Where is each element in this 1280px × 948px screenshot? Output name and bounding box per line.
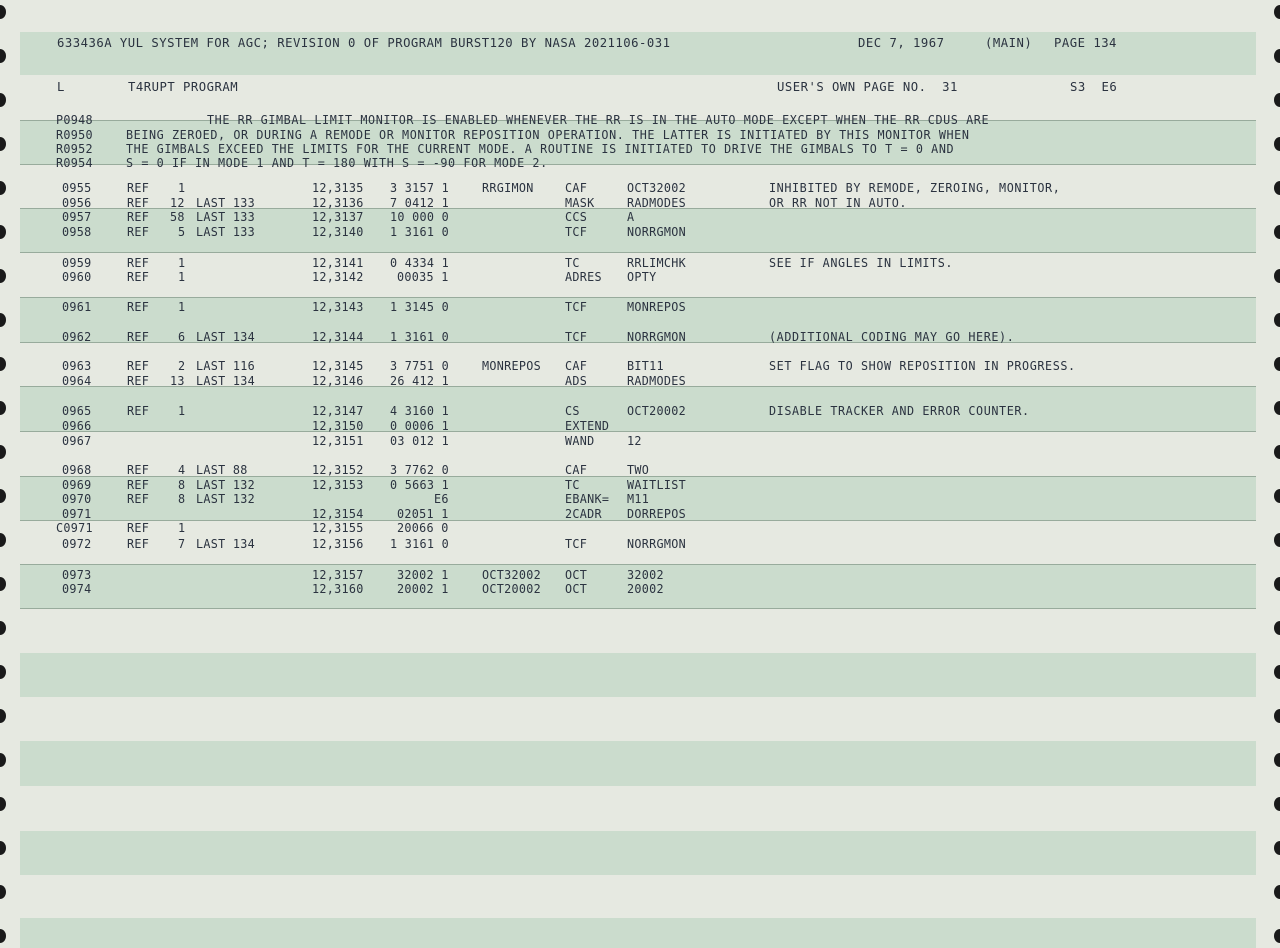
ref-count: 6	[177, 330, 186, 344]
sprocket-hole	[0, 137, 6, 151]
object-word: 0 5663 1	[390, 478, 449, 492]
address: 12,3135	[312, 181, 364, 195]
greenbar-band	[20, 653, 1256, 697]
opcode: TCF	[565, 537, 588, 551]
line-seq: 0967	[62, 434, 92, 448]
opcode: CAF	[565, 359, 588, 373]
line-seq: 0963	[62, 359, 92, 373]
sprocket-hole	[1274, 313, 1280, 327]
page-number: PAGE 134	[1054, 35, 1117, 50]
operand: OCT32002	[627, 181, 686, 195]
comment: SEE IF ANGLES IN LIMITS.	[769, 256, 954, 270]
ref-count: 7	[177, 537, 186, 551]
rule-line	[20, 252, 1256, 253]
line-seq: 0957	[62, 210, 92, 224]
line-seq: 0971	[62, 507, 92, 521]
ref-count: 13	[170, 374, 186, 388]
address: 12,3160	[312, 582, 364, 596]
address: 12,3147	[312, 404, 364, 418]
opcode: 2CADR	[565, 507, 602, 521]
last-ref: LAST 133	[196, 196, 255, 210]
object-word: 4 3160 1	[390, 404, 449, 418]
line-seq: 0969	[62, 478, 92, 492]
object-word: 3 3157 1	[390, 181, 449, 195]
opcode: CS	[565, 404, 580, 418]
operand: BIT11	[627, 359, 664, 373]
object-word: 00035 1	[397, 270, 449, 284]
sprocket-hole	[1274, 401, 1280, 415]
address: 12,3153	[312, 478, 364, 492]
sprocket-hole	[1274, 929, 1280, 943]
operand: RADMODES	[627, 196, 686, 210]
last-ref: LAST 132	[196, 492, 255, 506]
line-seq: 0974	[62, 582, 92, 596]
operand: OPTY	[627, 270, 657, 284]
opcode: CAF	[565, 181, 588, 195]
sprocket-hole	[0, 929, 6, 943]
opcode: ADS	[565, 374, 588, 388]
object-word: 1 3161 0	[390, 225, 449, 239]
greenbar-band	[20, 741, 1256, 786]
sprocket-hole	[0, 533, 6, 547]
rule-line	[20, 564, 1256, 565]
opcode: TCF	[565, 330, 588, 344]
object-word: 0 0006 1	[390, 419, 449, 433]
greenbar-band	[20, 918, 1256, 948]
ref-count: 1	[177, 300, 186, 314]
last-ref: LAST 116	[196, 359, 255, 373]
operand: NORRGMON	[627, 225, 686, 239]
printout-page	[20, 0, 1256, 948]
sprocket-hole	[1274, 621, 1280, 635]
operand: OCT20002	[627, 404, 686, 418]
sprocket-hole	[0, 401, 6, 415]
ref-marker: REF	[127, 478, 150, 492]
ref-count: 1	[177, 270, 186, 284]
sprocket-hole	[0, 885, 6, 899]
object-word: 26 412 1	[390, 374, 449, 388]
last-ref: LAST 133	[196, 210, 255, 224]
sprocket-hole	[1274, 93, 1280, 107]
sprocket-hole	[0, 5, 6, 19]
sprocket-hole	[0, 49, 6, 63]
ref-marker: REF	[127, 374, 150, 388]
sprocket-hole	[0, 709, 6, 723]
ref-marker: REF	[127, 196, 150, 210]
operand: M11	[627, 492, 650, 506]
address: 12,3142	[312, 270, 364, 284]
remark-seq: R0952	[56, 142, 93, 156]
comment: (ADDITIONAL CODING MAY GO HERE).	[769, 330, 1015, 344]
operand: 20002	[627, 582, 664, 596]
line-seq: 0956	[62, 196, 92, 210]
ref-count: 1	[177, 404, 186, 418]
ref-marker: REF	[127, 210, 150, 224]
object-word: 0 4334 1	[390, 256, 449, 270]
line-seq: 0965	[62, 404, 92, 418]
sprocket-hole	[1274, 5, 1280, 19]
label: OCT32002	[482, 568, 541, 582]
opcode: MASK	[565, 196, 595, 210]
last-ref: LAST 133	[196, 225, 255, 239]
last-ref: LAST 134	[196, 537, 255, 551]
sprocket-hole	[0, 665, 6, 679]
sprocket-hole	[0, 93, 6, 107]
operand: 12	[627, 434, 642, 448]
sprocket-hole	[1274, 577, 1280, 591]
line-seq: 0962	[62, 330, 92, 344]
operand: WAITLIST	[627, 478, 686, 492]
sprocket-hole	[0, 313, 6, 327]
ref-marker: REF	[127, 537, 150, 551]
address: 12,3144	[312, 330, 364, 344]
sprocket-hole	[1274, 137, 1280, 151]
address: 12,3151	[312, 434, 364, 448]
listing-section: (MAIN)	[985, 35, 1033, 50]
operand: RADMODES	[627, 374, 686, 388]
sprocket-hole	[0, 269, 6, 283]
ref-count: 4	[177, 463, 186, 477]
sprocket-hole	[1274, 49, 1280, 63]
ref-marker: REF	[127, 521, 150, 535]
tractor-feed-left	[0, 0, 20, 948]
sprocket-hole	[1274, 533, 1280, 547]
sprocket-hole	[0, 445, 6, 459]
line-seq: 0960	[62, 270, 92, 284]
ref-count: 5	[177, 225, 186, 239]
sprocket-hole	[1274, 357, 1280, 371]
listing-title: 633436A YUL SYSTEM FOR AGC; REVISION 0 OF PROGRAM BURST120 BY NASA 2021106-031	[57, 35, 671, 50]
address: 12,3146	[312, 374, 364, 388]
last-ref: LAST 134	[196, 374, 255, 388]
line-seq: 0972	[62, 537, 92, 551]
line-seq: 0964	[62, 374, 92, 388]
last-ref: LAST 132	[196, 478, 255, 492]
ref-count: 1	[177, 256, 186, 270]
sprocket-hole	[1274, 797, 1280, 811]
sprocket-hole	[0, 621, 6, 635]
listing-date: DEC 7, 1967	[858, 35, 945, 50]
sprocket-hole	[1274, 181, 1280, 195]
address: 12,3157	[312, 568, 364, 582]
opcode: CAF	[565, 463, 588, 477]
line-seq: 0958	[62, 225, 92, 239]
opcode: OCT	[565, 582, 588, 596]
opcode: CCS	[565, 210, 588, 224]
ref-marker: REF	[127, 404, 150, 418]
sprocket-hole	[1274, 269, 1280, 283]
address: 12,3150	[312, 419, 364, 433]
ref-marker: REF	[127, 359, 150, 373]
sprocket-hole	[0, 181, 6, 195]
rule-line	[20, 431, 1256, 432]
ref-count: 12	[170, 196, 186, 210]
object-word: 20002 1	[397, 582, 449, 596]
address: 12,3143	[312, 300, 364, 314]
opcode: TC	[565, 478, 580, 492]
line-seq: 0970	[62, 492, 92, 506]
remark-seq: R0954	[56, 156, 93, 170]
ref-marker: REF	[127, 256, 150, 270]
sprocket-hole	[1274, 665, 1280, 679]
object-word: 02051 1	[397, 507, 449, 521]
opcode: EXTEND	[565, 419, 610, 433]
ref-count: 8	[177, 478, 186, 492]
sprocket-hole	[0, 841, 6, 855]
address: 12,3154	[312, 507, 364, 521]
remark-seq: R0950	[56, 128, 93, 142]
object-word: 1 3161 0	[390, 537, 449, 551]
ref-marker: REF	[127, 270, 150, 284]
line-seq: 0966	[62, 419, 92, 433]
operand: RRLIMCHK	[627, 256, 686, 270]
sprocket-hole	[0, 489, 6, 503]
object-word: 7 0412 1	[390, 196, 449, 210]
line-seq: 0959	[62, 256, 92, 270]
opcode: ADRES	[565, 270, 602, 284]
address: 12,3136	[312, 196, 364, 210]
opcode: TCF	[565, 300, 588, 314]
operand: NORRGMON	[627, 330, 686, 344]
opcode: OCT	[565, 568, 588, 582]
line-seq: 0955	[62, 181, 92, 195]
comment: OR RR NOT IN AUTO.	[769, 196, 908, 210]
sprocket-hole	[1274, 841, 1280, 855]
address: 12,3141	[312, 256, 364, 270]
ref-count: 1	[177, 181, 186, 195]
line-seq: 0961	[62, 300, 92, 314]
sprocket-hole	[1274, 709, 1280, 723]
address: 12,3152	[312, 463, 364, 477]
greenbar-band	[20, 831, 1256, 875]
ref-marker: REF	[127, 300, 150, 314]
sprocket-hole	[1274, 225, 1280, 239]
operand: A	[627, 210, 635, 224]
label: MONREPOS	[482, 359, 541, 373]
object-word: 3 7751 0	[390, 359, 449, 373]
opcode: EBANK=	[565, 492, 610, 506]
sprocket-hole	[0, 753, 6, 767]
sprocket-hole	[0, 225, 6, 239]
remark-text: THE GIMBALS EXCEED THE LIMITS FOR THE CURRENT MODE. A ROUTINE IS INITIATED TO DRIVE THE GIMBALS TO T = 0 AND	[126, 142, 955, 156]
sprocket-hole	[0, 577, 6, 591]
address: 12,3140	[312, 225, 364, 239]
address: 12,3156	[312, 537, 364, 551]
user-page-number: USER'S OWN PAGE NO. 31	[777, 79, 958, 94]
line-seq: 0968	[62, 463, 92, 477]
opcode: TC	[565, 256, 580, 270]
object-word: 03 012 1	[390, 434, 449, 448]
object-word: 1 3161 0	[390, 330, 449, 344]
remark-text: S = 0 IF IN MODE 1 AND T = 180 WITH S = -90 FOR MODE 2.	[126, 156, 548, 170]
ref-marker: REF	[127, 330, 150, 344]
opcode: WAND	[565, 434, 595, 448]
ref-marker: REF	[127, 492, 150, 506]
ref-marker: REF	[127, 463, 150, 477]
sprocket-hole	[0, 357, 6, 371]
operand: MONREPOS	[627, 300, 686, 314]
ref-count: 1	[177, 521, 186, 535]
line-seq: 0973	[62, 568, 92, 582]
sprocket-hole	[1274, 489, 1280, 503]
operand: DORREPOS	[627, 507, 686, 521]
remark-seq: P0948	[56, 113, 93, 127]
subheader-left: L	[57, 79, 65, 94]
object-word: 1 3145 0	[390, 300, 449, 314]
ref-marker: REF	[127, 181, 150, 195]
last-ref: LAST 134	[196, 330, 255, 344]
label: OCT20002	[482, 582, 541, 596]
label: RRGIMON	[482, 181, 534, 195]
sprocket-hole	[1274, 753, 1280, 767]
object-word: 20066 0	[397, 521, 449, 535]
sprocket-hole	[0, 797, 6, 811]
opcode: TCF	[565, 225, 588, 239]
tractor-feed-right	[1260, 0, 1280, 948]
address: 12,3145	[312, 359, 364, 373]
object-word: 3 7762 0	[390, 463, 449, 477]
address: 12,3137	[312, 210, 364, 224]
ref-count: 8	[177, 492, 186, 506]
comment: SET FLAG TO SHOW REPOSITION IN PROGRESS.	[769, 359, 1076, 373]
sprocket-hole	[1274, 445, 1280, 459]
ref-count: 58	[170, 210, 186, 224]
last-ref: LAST 88	[196, 463, 248, 477]
rule-line	[20, 297, 1256, 298]
address: 12,3155	[312, 521, 364, 535]
ref-marker: REF	[127, 225, 150, 239]
object-word: 10 000 0	[390, 210, 449, 224]
line-seq: C0971	[56, 521, 93, 535]
ref-count: 2	[177, 359, 186, 373]
comment: DISABLE TRACKER AND ERROR COUNTER.	[769, 404, 1030, 418]
section-code: S3 E6	[1070, 79, 1118, 94]
operand: 32002	[627, 568, 664, 582]
comment: INHIBITED BY REMODE, ZEROING, MONITOR,	[769, 181, 1061, 195]
operand: NORRGMON	[627, 537, 686, 551]
remark-text: BEING ZEROED, OR DURING A REMODE OR MONITOR REPOSITION OPERATION. THE LATTER IS INITIATED BY THIS MONITOR WHEN	[126, 128, 970, 142]
program-name: T4RUPT PROGRAM	[128, 79, 239, 94]
rule-line	[20, 608, 1256, 609]
sprocket-hole	[1274, 885, 1280, 899]
object-word: E6	[433, 492, 449, 506]
operand: TWO	[627, 463, 650, 477]
object-word: 32002 1	[397, 568, 449, 582]
remark-text: THE RR GIMBAL LIMIT MONITOR IS ENABLED WHENEVER THE RR IS IN THE AUTO MODE EXCEPT WHEN THE RR CDUS ARE	[207, 113, 990, 127]
